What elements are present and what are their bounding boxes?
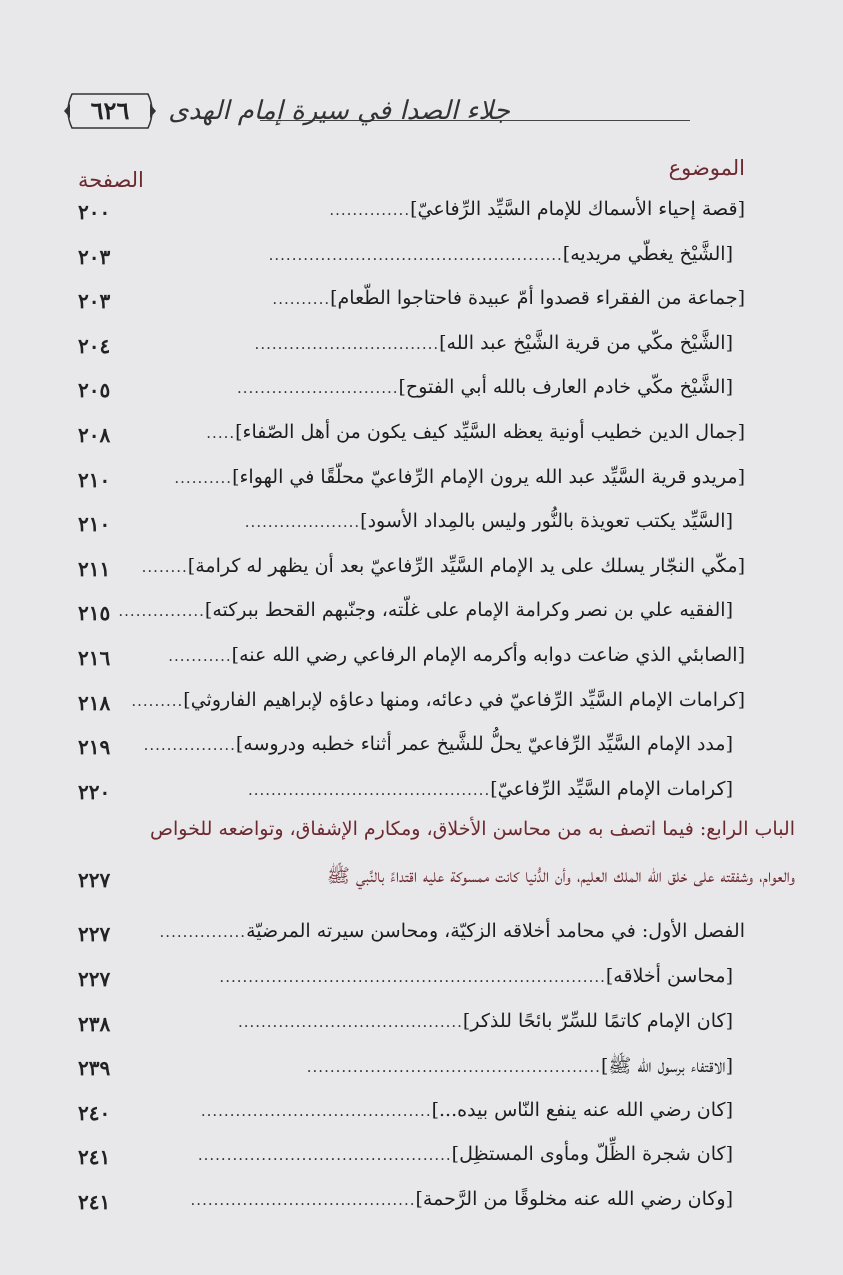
toc-entry-text (144, 733, 733, 755)
toc-leader-dots: ..... (206, 423, 236, 442)
toc-entry-text (142, 555, 745, 577)
toc-entry (78, 1046, 745, 1091)
toc-entry-text (206, 421, 745, 443)
toc-entry (78, 279, 745, 324)
toc-entry-text (329, 198, 745, 220)
toc-leader-dots: ........ (141, 557, 188, 576)
toc-entry-title: [وكان رضي الله عنه مخلوقًا من الرَّحمة] (415, 1187, 733, 1210)
toc-entry-page: ٢٤١ (78, 1189, 111, 1214)
page-number: ٦٢٦ (90, 96, 130, 125)
toc-entry-page: ٢٠٤ (78, 333, 111, 358)
toc-entry-text (131, 689, 745, 711)
toc-entry-title: [جمال الدين خطيب أونية يعظه السَّيِّد كيف يكون من أهل الصّفاء] (235, 420, 745, 443)
toc-entry-title: [الاقتفاء برسول الله ﷺ] (600, 1055, 733, 1078)
toc-entry-text (219, 965, 733, 987)
toc-entry (78, 413, 745, 458)
toc-leader-dots: ........................................ (200, 1101, 432, 1120)
toc-entry (78, 636, 745, 681)
toc-entry-title: [الفقيه علي بن نصر وكرامة الإمام على غلّته، وجنّبهم القحط ببركته] (204, 599, 733, 622)
toc-entry-page: ٢٠٣ (78, 244, 111, 269)
toc-entry-page: ٢١٦ (78, 645, 111, 670)
table-of-contents (78, 190, 795, 1224)
toc-leader-dots: ........... (168, 646, 232, 665)
toc-entry (78, 368, 745, 413)
toc-entry (78, 190, 745, 235)
toc-entry (78, 1091, 745, 1136)
toc-entry-title: [قصة إحياء الأسماك للإمام السَّيِّد الرِّفاعيّ] (410, 198, 745, 220)
toc-leader-dots: .................... (244, 513, 361, 532)
toc-entry-page: ٢٠٥ (78, 378, 111, 403)
toc-entry (78, 770, 745, 815)
toc-entry-title: [الشَّيْخ مكّي من قرية الشَّيْخ عبد الله] (439, 331, 733, 354)
toc-leader-dots: ............... (118, 602, 205, 621)
toc-entry-title: [كان شجرة الظِّلّ ومأوى المستظِل] (451, 1143, 733, 1166)
toc-leader-dots: ................................................... (306, 1058, 601, 1077)
toc-leader-dots: .......... (272, 290, 331, 309)
toc-entry-page: ٢١٠ (78, 512, 111, 537)
column-header-topic: الموضوع (668, 156, 745, 180)
toc-entry (78, 912, 745, 957)
toc-entry-page: ٢٤٠ (78, 1100, 111, 1125)
toc-entry-title: [محاسن أخلاقه] (605, 964, 733, 987)
toc-entry-text (118, 599, 733, 621)
toc-entry-title: [كرامات الإمام السَّيِّد الرِّفاعيّ] (490, 777, 733, 800)
toc-entry-page: ٢٤١ (78, 1145, 111, 1170)
toc-entry-title: [مدد الإمام السَّيِّد الرِّفاعيّ يحلُّ للشَّيخ عمر أثناء خطبه ودروسه] (235, 733, 733, 756)
toc-entry-text (168, 644, 745, 666)
toc-entry (78, 681, 745, 726)
toc-entry-title: [السَّيِّد يكتب تعويذة بالنُّور وليس بالمِداد الأسود] (360, 510, 733, 533)
toc-entry-title: [جماعة من الفقراء قصدوا أمّ عبيدة فاحتاجوا الطّعام] (330, 287, 745, 310)
toc-entry-title: [كان رضي الله عنه ينفع النّاس بيده...] (431, 1098, 733, 1121)
toc-entry (78, 324, 745, 369)
chapter-page: ٢٢٧ (78, 868, 111, 893)
toc-entry-text (245, 510, 733, 532)
toc-entry-text (238, 1010, 733, 1032)
toc-leader-dots: ....................................... (190, 1190, 416, 1209)
toc-entry-title: [الشَّيْخ يغطّي مريديه] (562, 242, 733, 265)
toc-entry-title: [الصابئي الذي ضاعت دوابه وأكرمه الإمام الرفاعي رضي الله عنه] (231, 643, 745, 666)
toc-entry-text (174, 466, 745, 488)
chapter-heading (78, 814, 795, 912)
toc-entry-title: [مكّي النجّار يسلك على يد الإمام السَّيِّد الرِّفاعيّ بعد أن يظهر له كرامة] (187, 554, 745, 577)
toc-entry (78, 235, 745, 280)
toc-entry-text (269, 243, 733, 265)
toc-entry-title: الفصل الأول: في محامد أخلاقه الزكيّة، ومحاسن سيرته المرضيّة (246, 920, 745, 943)
toc-leader-dots: ................................ (254, 334, 440, 353)
toc-entry-page: ٢١٨ (78, 690, 111, 715)
toc-entry-page: ٢١٩ (78, 735, 111, 760)
toc-entry-title: [الشَّيْخ مكّي خادم العارف بالله أبي الفتوح] (398, 376, 733, 399)
toc-entry-page: ٢٢٧ (78, 966, 111, 991)
toc-leader-dots: ................................................................... (219, 967, 606, 986)
toc-entry-text (237, 376, 733, 398)
toc-entry-page: ٢٣٩ (78, 1056, 111, 1081)
toc-entry (78, 1002, 745, 1047)
toc-leader-dots: ................ (143, 736, 236, 755)
page-number-frame (60, 90, 160, 132)
toc-entry-page: ٢٣٨ (78, 1011, 111, 1036)
toc-entry-text (248, 778, 733, 800)
toc-entry-title: [مريدو قرية السَّيِّد عبد الله يرون الإمام الرِّفاعيّ محلّقًا في الهواء] (232, 465, 745, 488)
chapter-title-line2: والعوام، وشفقته على خلق الله الملك العليم، وأن الدُّنيا كانت ممسوكة عليه اقتداءً بالنَّبي ﷺ (326, 865, 795, 888)
toc-entry-text (198, 1143, 733, 1165)
toc-entry-page: ٢٠٨ (78, 422, 111, 447)
toc-leader-dots: ............................................ (197, 1146, 452, 1165)
toc-entry-text (201, 1099, 733, 1121)
toc-leader-dots: ............... (159, 923, 247, 942)
toc-entry-page: ٢١٠ (78, 467, 111, 492)
toc-group-a (78, 190, 745, 814)
book-title: جلاء الصدا في سيرة إمام الهدى (168, 96, 510, 126)
toc-entry-text (191, 1188, 733, 1210)
toc-entry-page: ٢٠٠ (78, 200, 111, 224)
toc-leader-dots: .......... (174, 468, 233, 487)
chapter-title-line1: الباب الرابع: فيما اتصف به من محاسن الأخلاق، ومكارم الإشفاق، وتواضعه للخواص (150, 818, 795, 841)
toc-entry (78, 1180, 745, 1225)
toc-leader-dots: .............. (329, 201, 411, 219)
toc-entry (78, 725, 745, 770)
toc-entry (78, 458, 745, 503)
toc-entry-page: ٢٢٠ (78, 779, 111, 804)
toc-leader-dots: ......... (131, 691, 184, 710)
toc-leader-dots: .......................................... (247, 780, 491, 799)
toc-entry (78, 957, 745, 1002)
toc-entry-text (255, 332, 733, 354)
toc-entry (78, 547, 745, 592)
toc-entry-title: [كان الإمام كاتمًا للسِّرّ بائحًا للذكر] (462, 1009, 733, 1032)
toc-entry (78, 1135, 745, 1180)
toc-leader-dots: ....................................... (237, 1012, 463, 1031)
page-header (60, 78, 780, 138)
toc-entry-page: ٢١١ (78, 556, 111, 581)
toc-group-b (78, 912, 745, 1224)
toc-entry-text (160, 920, 745, 942)
toc-entry (78, 591, 745, 636)
toc-leader-dots: ................................................... (268, 245, 563, 264)
toc-leader-dots: ............................ (237, 379, 399, 398)
column-header-page: الصفحة (78, 168, 144, 192)
toc-entry-page: ٢٠٣ (78, 289, 111, 314)
toc-entry-text (272, 287, 745, 309)
toc-entry-text (307, 1054, 733, 1082)
toc-entry (78, 502, 745, 547)
toc-entry-page: ٢٢٧ (78, 922, 111, 947)
toc-entry-title: [كرامات الإمام السَّيِّد الرِّفاعيّ في دعائه، ومنها دعاؤه لإبراهيم الفاروثي] (183, 688, 745, 711)
toc-entry-page: ٢١٥ (78, 601, 111, 626)
